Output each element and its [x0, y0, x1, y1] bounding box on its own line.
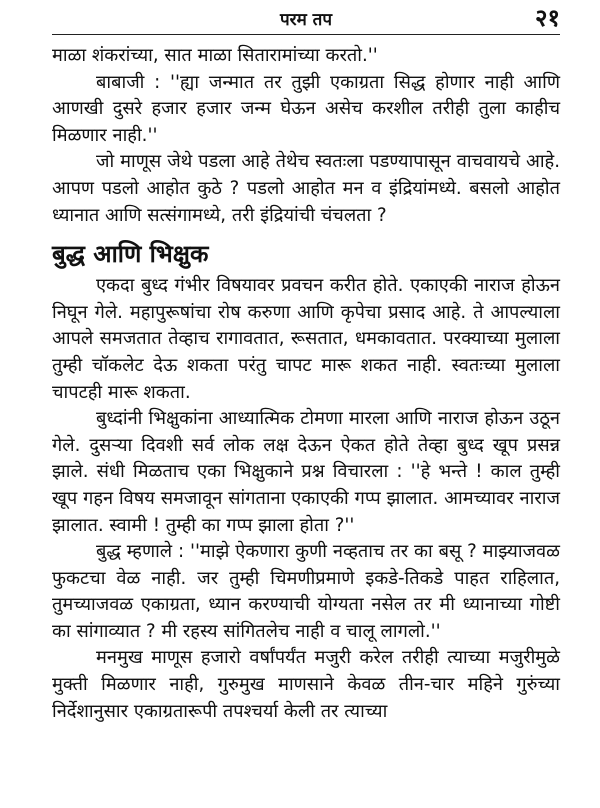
- running-head: परम तप: [279, 10, 333, 30]
- paragraph-reflection: जो माणूस जेथे पडला आहे तेथेच स्वतःला पडण्यापासून वाचवायचे आहे. आपण पडलो आहोत कुठे ? पडलो आहोत मन व इंद्रियांमध्ये. बसलो आहोत ध्यानात आणि सत्संगामध्ये, तरी इंद्रियांची चंचलता ?: [52, 151, 560, 226]
- paragraph-manmukh-gurumukh: मनमुख माणूस हजारो वर्षांपर्यंत मजुरी करेल तरीही त्याच्या मजुरीमुळे मुक्ती मिळणार नाही, गुरुमुख माणसाने केवळ तीन-चार महिने गुरुंच्या निर्देशानुसार एकाग्रतारूपी तपश्चर्या केली तर त्याच्या: [52, 647, 560, 722]
- paragraph-babaji-dialogue: बाबाजी : ''ह्या जन्मात तर तुझी एकाग्रता सिद्ध होणार नाही आणि आणखी दुसरे हजार हजार जन्म घेऊन असेच करशील तरीही तुला काहीच मिळणार नाही.'': [52, 71, 560, 146]
- paragraph-buddha-reply: बुद्ध म्हणाले : ''माझे ऐकणारा कुणी नव्हताच तर का बसू ? माझ्याजवळ फुकटचा वेळ नाही. जर तुम्ही चिमणीप्रमाणे इकडे-तिकडे पाहत राहिलात, तुमच्याजवळ एकाग्रता, ध्यान करण्याची योग्यता नसेल तर मी ध्यानाच्या गोष्टी का सांगाव्यात ? मी रहस्य सांगितलेच नाही व चालू लागलो.'': [52, 541, 560, 642]
- page-body: [52, 35, 560, 725]
- paragraph-continuation: माळा शंकरांच्या, सात माळा सितारामांच्या करतो.'': [52, 45, 378, 66]
- paragraph-buddha-discourse: एकदा बुध्द गंभीर विषयावर प्रवचन करीत होते. एकाएकी नाराज होऊन निघून गेले. महापुरूषांचा रोष करुणा आणि कृपेचा प्रसाद आहे. ते आपल्याला आपले समजतात तेव्हाच रागावतात, रूसतात, धमकावतात. परक्याच्या मुलाला तुम्ही चॉकलेट देऊ शकता परंतु चापट मारू शकत नाही. स्वतःच्या मुलाला चापटही मारू शकता.: [52, 275, 560, 403]
- page-number: २१: [535, 4, 560, 32]
- paragraph-monks-question: बुध्दांनी भिक्षुकांना आध्यात्मिक टोमणा मारला आणि नाराज होऊन उठून गेले. दुसऱ्या दिवशी सर्व लोक लक्ष देऊन ऐकत होते तेव्हा बुध्द खूप प्रसन्न झाले. संधी मिळताच एका भिक्षुकाने प्रश्न विचारला : ''हे भन्ते ! काल तुम्ही खूप गहन विषय समजावून सांगताना एकाएकी गप्प झालात. आमच्यावर नाराज झालात. स्वामी ! तुम्ही का गप्प झाला होता ?'': [52, 408, 560, 536]
- section-heading: बुद्ध आणि भिक्षुक: [52, 240, 209, 269]
- page-header: [52, 0, 560, 35]
